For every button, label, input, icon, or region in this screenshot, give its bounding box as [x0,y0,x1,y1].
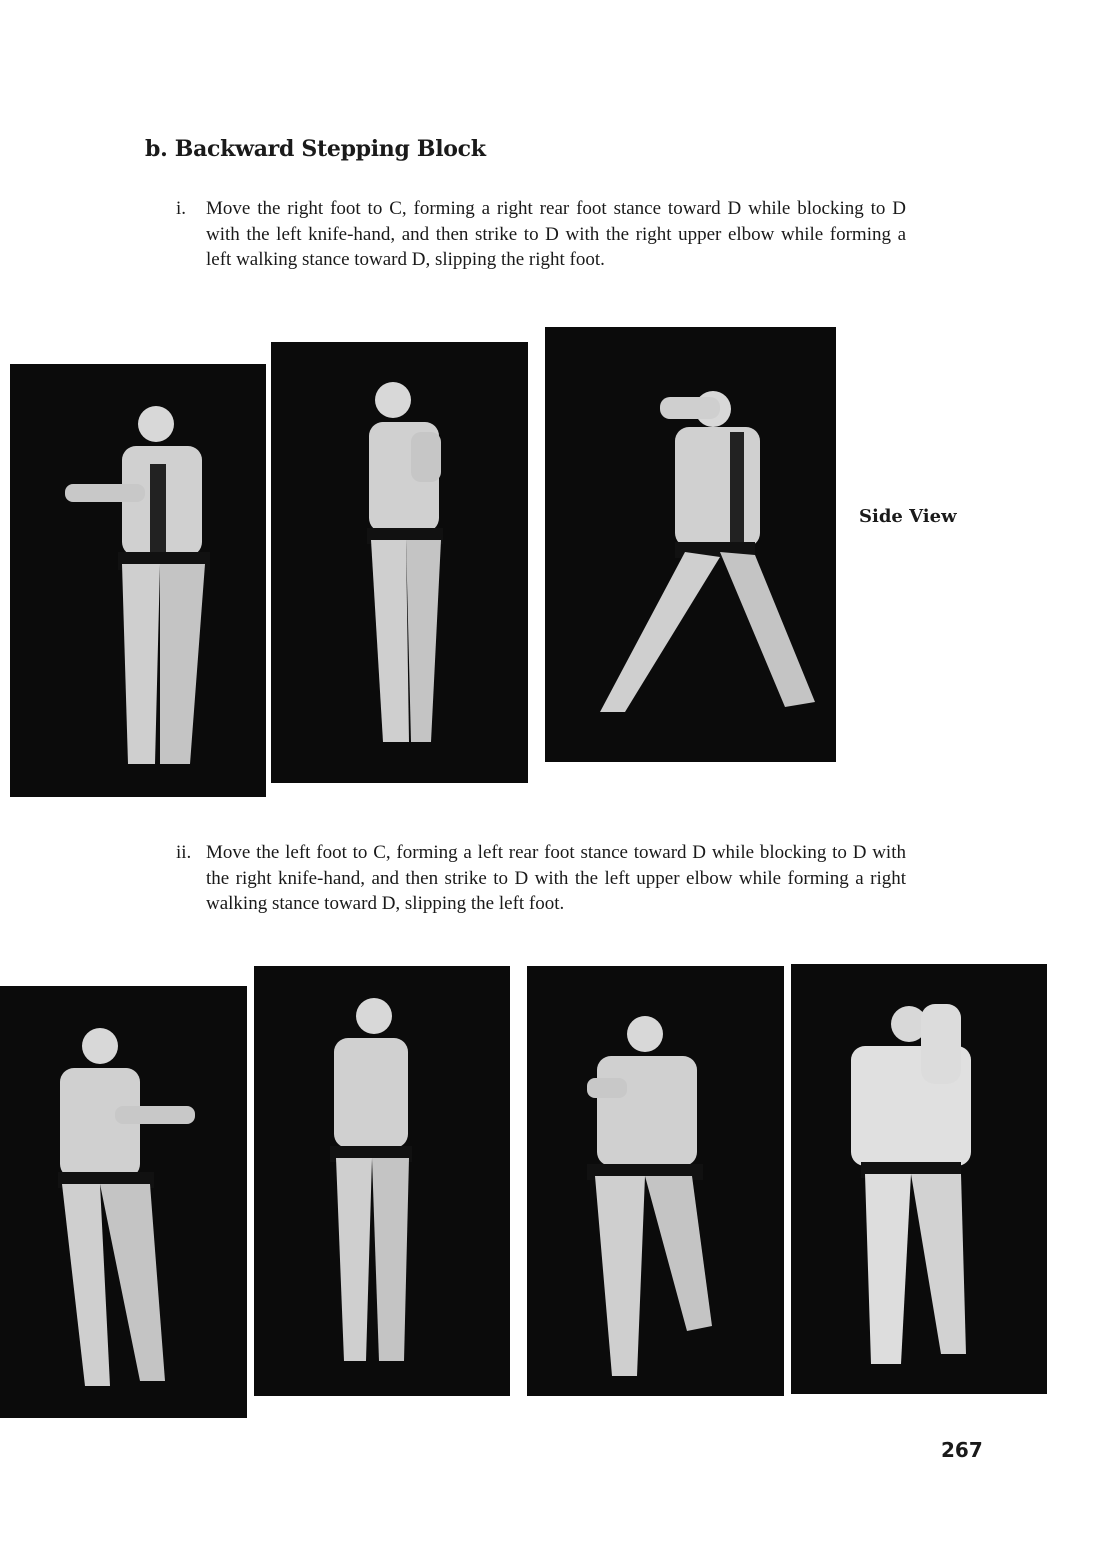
page-number: 267 [941,1438,983,1462]
photo-step-1-side-view [545,327,836,762]
instruction-step-1 [176,196,906,273]
section-heading: b. Backward Stepping Block [145,136,486,162]
step-number: ii. [176,842,192,863]
step-number: i. [176,198,187,219]
photo-step-1-elbow-strike [271,342,528,783]
photo-step-2-front-block [527,966,784,1396]
photo-step-2-rear-stance [0,986,247,1418]
step-text: Move the left foot to C, forming a left rear foot stance toward D while blocking to D with the right knife-hand, and then strike to D with the left upper elbow while forming a right walking stance toward D, slipping the left foot. [206,842,906,914]
photo-step-2-knife-hand [254,966,510,1396]
photo-step-1-front-block [10,364,266,797]
instruction-step-2 [176,840,906,917]
side-view-label: Side View [859,506,957,527]
photo-step-2-elbow-strike [791,964,1047,1394]
step-text: Move the right foot to C, forming a right rear foot stance toward D while blocking to D with the left knife-hand, and then strike to D with the right upper elbow while forming a left walking stance toward D, slipping the right foot. [206,198,906,270]
